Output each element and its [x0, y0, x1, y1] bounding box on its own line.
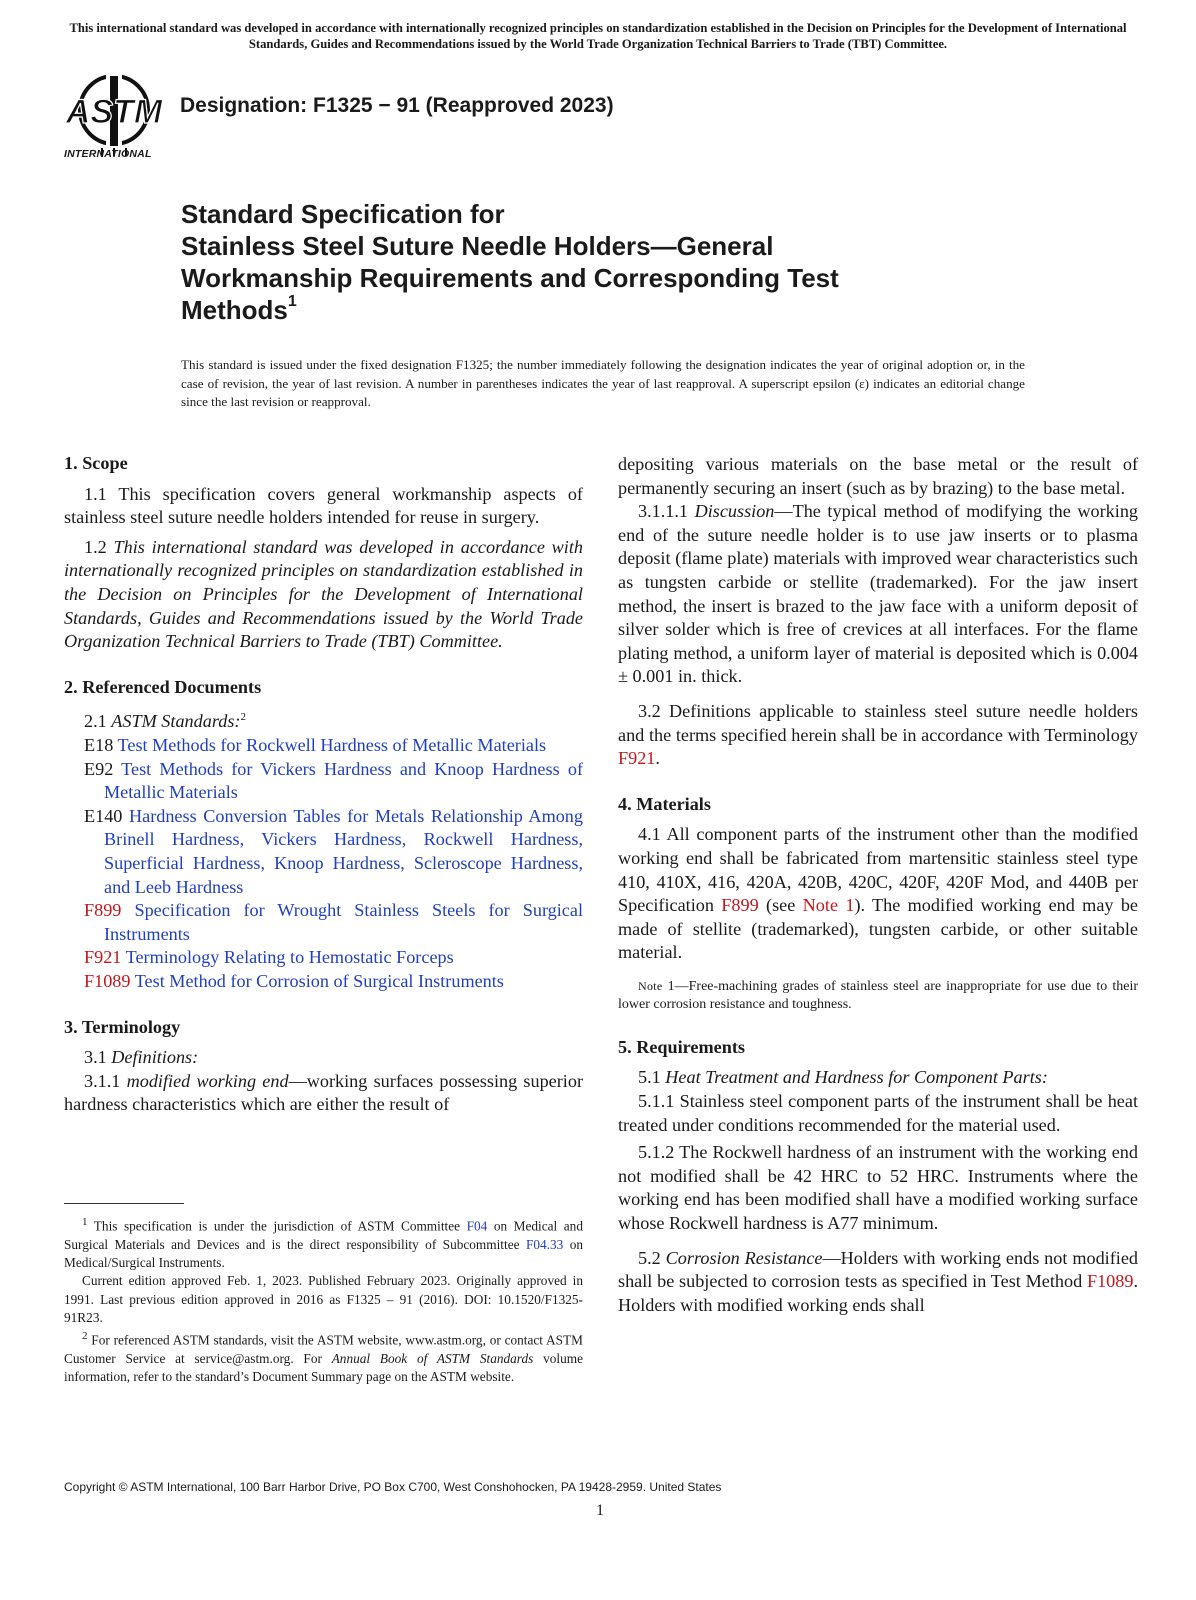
- note-text: 1—Free-machining grades of stainless steel are inappropriate for use due to their lower corrosion resistance and toughness.: [618, 978, 1138, 1012]
- footnote-1-edition: Current edition approved Feb. 1, 2023. Published February 2023. Originally approved in 1991. Last previous edition approved in 2016 as F1325 – 91 (2016). DOI: 10.1520/F1325-91R23.: [64, 1273, 583, 1325]
- section-heading-scope: 1. Scope: [64, 453, 128, 473]
- paragraph-1-1: 1.1 This specification covers general workmanship aspects of stainless steel suture needle holders intended for reuse in surgery.: [64, 483, 583, 528]
- paragraph-5-2: [618, 1247, 1138, 1318]
- logo-subtext: INTERNATIONAL: [64, 148, 152, 160]
- paragraph-2-1-num: 2.1: [84, 711, 112, 732]
- footnote-2-text-a: For referenced ASTM standards, visit the ASTM website, www.astm.org, or contact ASTM Customer Service at service@astm.org. For: [64, 1332, 583, 1366]
- f899-link[interactable]: F899: [721, 895, 759, 916]
- f921-link[interactable]: F921: [618, 748, 656, 769]
- reference-item[interactable]: [64, 734, 583, 758]
- reference-link[interactable]: Test Method for Corrosion of Surgical Instruments: [134, 970, 504, 991]
- section-heading-requirements: 5. Requirements: [618, 1036, 745, 1057]
- page-number: 1: [596, 1502, 604, 1519]
- paragraph-5-2-end: . Holders with modified working ends shall: [618, 1271, 1138, 1315]
- paragraph-5-1-text: Heat Treatment and Hardness for Component Parts:: [665, 1067, 1048, 1088]
- discussion-label: Discussion: [694, 501, 775, 522]
- paragraph-5-1-1: 5.1.1 Stainless steel component parts of the instrument shall be heat treated under conditions recommended for the material used.: [618, 1091, 1138, 1135]
- logo-letters: ASTM: [65, 93, 163, 131]
- title-line-4: [181, 294, 1081, 326]
- reference-link[interactable]: Terminology Relating to Hemostatic Forceps: [125, 947, 454, 968]
- paragraph-5-2-num: 5.2: [638, 1247, 666, 1268]
- paragraph-3-1-1-1-text: —The typical method of modifying the working end of the suture needle holder is to use jaw inserts or to plasma deposit (flame plate) materials with improved wear characteristics such as tungsten carbide or stellite (trademarked). For the jaw insert method, the insert is brazed to the jaw face with a uniform deposit of silver solder which is free of crevices at all interfaces. For the flame plating method, a uniform layer of material is deposited which is 0.004 ± 0.001 in. thick.: [618, 501, 1139, 687]
- paragraph-4-1-end: ). The modified working end may be made of stellite (trademarked), tungsten carbide, or other suitable material.: [618, 895, 1138, 963]
- paragraph-5-1: [618, 1066, 1138, 1090]
- paragraph-1-2-num: 1.2: [84, 536, 114, 557]
- paragraph-3-2-end: .: [655, 748, 660, 769]
- title-line-3: Workmanship Requirements and Corresponding Test: [181, 263, 839, 293]
- paragraph-4-1: [618, 823, 1138, 965]
- note-1-link[interactable]: Note 1: [802, 895, 855, 916]
- footnote-divider: [64, 1203, 184, 1204]
- footnote-mark-2: 2: [240, 711, 246, 724]
- footnotes: [64, 1213, 583, 1387]
- issuance-statement: This standard is issued under the fixed designation F1325; the number immediately following the designation indicates the year of original adoption or, in the case of revision, the year of last revision. A number in parentheses indicates the year of last reapproval. A superscript epsilon (ε) indicates an editorial change since the last revision or reapproval.: [181, 357, 1025, 409]
- paragraph-2-1-text: ASTM Standards:: [111, 711, 241, 732]
- right-column: [618, 453, 1138, 1317]
- footnote-1-text-a: This specification is under the jurisdiction of ASTM Committee: [87, 1218, 467, 1234]
- paragraph-3-2-text: 3.2 Definitions applicable to stainless steel suture needle holders and the terms specified herein shall be in accordance with Terminology: [618, 700, 1138, 745]
- paragraph-3-1-1-1: [618, 500, 1138, 689]
- corrosion-label: Corrosion Resistance: [665, 1247, 823, 1268]
- reference-item[interactable]: [64, 805, 583, 899]
- footnote-1-text-c: on Medical/Surgical Instruments.: [64, 1236, 583, 1271]
- section-heading-terminology: 3. Terminology: [64, 1016, 181, 1037]
- reference-link[interactable]: Test Methods for Vickers Hardness and Knoop Hardness of Metallic Materials: [104, 758, 583, 803]
- title-line-1: Standard Specification for: [181, 199, 505, 229]
- reference-code[interactable]: F899: [84, 900, 122, 921]
- paragraph-5-1-2: 5.1.2 The Rockwell hardness of an instrument with the working end not modified shall be 42 HRC to 52 HRC. Instruments where the working end has been modified shall have a modified working surface whose Rockwell hardness is A77 minimum.: [618, 1142, 1138, 1234]
- reference-code[interactable]: F921: [84, 947, 122, 968]
- paragraph-3-1-text: Definitions:: [111, 1047, 199, 1068]
- paragraph-2-1: [64, 706, 583, 734]
- defined-term: modified working end: [126, 1070, 289, 1091]
- reference-code[interactable]: F1089: [84, 970, 131, 991]
- paragraph-3-1-1: [64, 1070, 583, 1117]
- title-footnote-mark: 1: [287, 293, 297, 311]
- astm-logo: [64, 68, 168, 164]
- reference-link[interactable]: Specification for Wrought Stainless Steels for Surgical Instruments: [104, 900, 584, 944]
- reference-code: E140: [84, 805, 123, 826]
- footnote-2-mark: 2: [82, 1330, 88, 1343]
- section-heading-references: 2. Referenced Documents: [64, 676, 262, 697]
- footnote-2-text-b: volume information, refer to the standard’s Document Summary page on the ASTM website.: [64, 1350, 583, 1385]
- reference-link[interactable]: Hardness Conversion Tables for Metals Relationship Among Brinell Hardness, Vickers Hardness, Rockwell Hardness, Superficial Hardness, Knoop Hardness, Scleroscope Hardness, and Leeb Hardness: [104, 805, 583, 897]
- designation: Designation: F1325 − 91 (Reapproved 2023): [180, 94, 614, 117]
- paragraph-1-2-text: This international standard was developed in accordance with internationally recognized principles on standardization established in the Decision on Principles for the Development of International Standards, Guides and Recommendations issued by the World Trade Organization Technical Barriers to Trade (TBT) Committee.: [64, 536, 584, 652]
- paragraph-3-1-1-continued: depositing various materials on the base metal or the result of permanently securing an insert (such as by brazing) to the base metal.: [618, 454, 1138, 498]
- footnote-1: [64, 1213, 583, 1272]
- paragraph-1-2: [64, 536, 583, 654]
- title-line-2: Stainless Steel Suture Needle Holders—General: [181, 231, 774, 261]
- note-1: [618, 977, 1138, 1014]
- copyright-line: Copyright © ASTM International, 100 Barr Harbor Drive, PO Box C700, West Conshohocken, PA 19428-2959. United States: [64, 1480, 722, 1494]
- paragraph-5-1-num: 5.1: [638, 1067, 666, 1088]
- subcommittee-link[interactable]: F04.33: [525, 1236, 564, 1252]
- paragraph-3-1-num: 3.1: [84, 1047, 112, 1068]
- reference-code: E92: [84, 758, 114, 779]
- document-title: [181, 198, 1081, 326]
- reference-code: E18: [84, 735, 114, 755]
- paragraph-4-1-mid: (see: [758, 895, 803, 916]
- reference-item[interactable]: [64, 946, 583, 970]
- footnote-1-text-b: on Medical and Surgical Materials and Devices and is the direct responsibility of Subcommittee: [64, 1218, 583, 1252]
- title-line-4-text: Methods: [181, 295, 288, 325]
- paragraph-3-1-1-num: 3.1.1: [84, 1070, 127, 1091]
- footnote-1-mark: 1: [82, 1216, 88, 1228]
- paragraph-3-1: [64, 1046, 583, 1070]
- reference-item[interactable]: [64, 970, 583, 994]
- section-heading-materials: 4. Materials: [618, 793, 711, 814]
- paragraph-3-1-1-text: —working surfaces possessing superior hardness characteristics which are either the result of: [64, 1070, 584, 1115]
- footnote-2: [64, 1327, 583, 1386]
- paragraph-3-1-1-1-num: 3.1.1.1: [638, 501, 695, 522]
- committee-link[interactable]: F04: [466, 1218, 488, 1234]
- reference-link[interactable]: Test Methods for Rockwell Hardness of Metallic Materials: [117, 735, 547, 755]
- reference-item[interactable]: [64, 758, 583, 805]
- note-label: Note: [638, 978, 663, 993]
- reference-item[interactable]: [64, 899, 583, 946]
- paragraph-3-2: [618, 700, 1138, 771]
- paragraph-5-2-text: —Holders with working ends not modified shall be subjected to corrosion tests as specified in Test Method: [618, 1247, 1138, 1292]
- tbt-notice: This international standard was developed in accordance with internationally recognized principles on standardization established in the Decision on Principles for the Development of International Standards, Guides and Recommendations issued by the World Trade Organization Technical Barriers to Trade (TBT) Committee.: [69, 21, 1127, 51]
- f1089-link[interactable]: F1089: [1086, 1271, 1134, 1292]
- left-column: [64, 452, 583, 1117]
- paragraph-4-1-text: 4.1 All component parts of the instrument other than the modified working end shall be fabricated from martensitic stainless steel type 410, 410X, 416, 420A, 420B, 420C, 420F, 420F Mod, and 440B per Specification: [618, 824, 1138, 916]
- footnote-2-italic: Annual Book of ASTM Standards: [331, 1350, 534, 1366]
